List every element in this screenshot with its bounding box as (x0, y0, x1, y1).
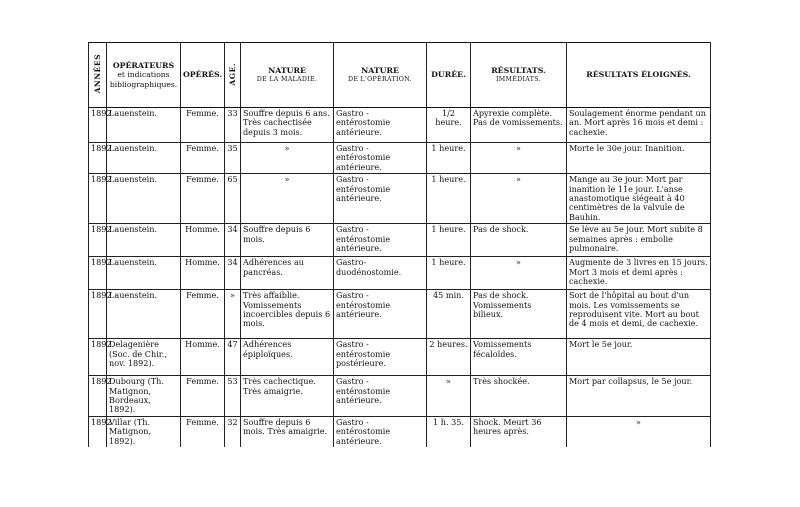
cell-age: 53 (225, 376, 241, 417)
cell-operateur: Dubourg (Th. Matignon, Bordeaux, 1892). (107, 376, 181, 417)
table-row (89, 174, 711, 224)
cell-immediats: » (471, 257, 567, 290)
cell-operation: Gastro - entérostomie antérieure. (334, 376, 427, 417)
cell-operateur: Delagenière (Soc. de Chir., nov. 1892). (107, 339, 181, 376)
cell-operation: Gastro - entérostomie antérieure. (334, 416, 427, 447)
cell-maladie: » (241, 143, 334, 174)
cell-duree: 1/2 heure. (427, 108, 471, 143)
cell-eloignes: Augmente de 3 livres en 15 jours. Mort 3 mois et demi après : cachexie. (567, 257, 711, 290)
cell-age: 47 (225, 339, 241, 376)
cell-immediats: Très shockée. (471, 376, 567, 417)
cell-duree: 45 min. (427, 290, 471, 339)
header-operateurs: OPÉRATEURS et indications bibliographiques. (107, 43, 181, 108)
cell-operes: Femme. (181, 290, 225, 339)
cell-duree: 1 heure. (427, 143, 471, 174)
cell-maladie: » (241, 174, 334, 224)
cell-operateur: Lauenstein. (107, 257, 181, 290)
cell-eloignes: Sort de l'hôpital au bout d'un mois. Les vomissements se reproduisent vite. Mort au bout de 4 mois et demi, de cachexie. (567, 290, 711, 339)
cell-maladie: Très affaiblie. Vomissements incoercibles depuis 6 mois. (241, 290, 334, 339)
header-operes: OPÉRÉS. (181, 43, 225, 108)
cell-operes: Homme. (181, 257, 225, 290)
cell-eloignes: » (567, 416, 711, 447)
table-row (89, 257, 711, 290)
cell-operation: Gastro - entérostomie antérieure. (334, 143, 427, 174)
cell-eloignes: Soulagement énorme pendant un an. Mort après 16 mois et demi : cachexie. (567, 108, 711, 143)
cell-immediats: Pas de shock. (471, 224, 567, 257)
cell-operateur: Villar (Th. Matignon, 1892). (107, 416, 181, 447)
cell-operation: Gastro-duodénostomie. (334, 257, 427, 290)
cell-annee: 1892 (89, 257, 107, 290)
cell-operation: Gastro - entérostomie postérieure. (334, 339, 427, 376)
cell-immediats: » (471, 143, 567, 174)
cell-operes: Femme. (181, 108, 225, 143)
cell-age: » (225, 290, 241, 339)
cell-age: 33 (225, 108, 241, 143)
cell-annee: 1892 (89, 224, 107, 257)
cell-eloignes: Mort le 5e jour. (567, 339, 711, 376)
cell-operation: Gastro - entérostomie antérieure. (334, 108, 427, 143)
table-row (89, 108, 711, 143)
cell-operation: Gastro - entérostomie antérieure. (334, 174, 427, 224)
header-resultats-immediats: RÉSULTATS. IMMÉDIATS. (471, 43, 567, 108)
cell-annee: 1892 (89, 143, 107, 174)
table-row (89, 376, 711, 417)
cell-operation: Gastro - entérostomie antérieure. (334, 290, 427, 339)
cell-annee: 1892 (89, 290, 107, 339)
cell-operes: Homme. (181, 339, 225, 376)
cell-eloignes: Morte le 30e jour. Inanition. (567, 143, 711, 174)
table-row (89, 143, 711, 174)
cell-duree: 1 heure. (427, 174, 471, 224)
header-age: AGE. (225, 43, 241, 108)
cell-operes: Homme. (181, 224, 225, 257)
cell-annee: 1892 (89, 416, 107, 447)
table-row (89, 224, 711, 257)
cell-operateur: Lauenstein. (107, 224, 181, 257)
table-header-row (89, 43, 711, 108)
header-nature-maladie: NATURE DE LA MALADIE. (241, 43, 334, 108)
cell-immediats: Pas de shock. Vomissements bilieux. (471, 290, 567, 339)
cell-immediats: Shock. Meurt 36 heures après. (471, 416, 567, 447)
table-row (89, 339, 711, 376)
cell-age: 34 (225, 224, 241, 257)
cell-duree: 1 h. 35. (427, 416, 471, 447)
cell-operateur: Lauenstein. (107, 174, 181, 224)
table-row (89, 416, 711, 447)
cell-operes: Femme. (181, 174, 225, 224)
cell-age: 35 (225, 143, 241, 174)
cell-operateur: Lauenstein. (107, 290, 181, 339)
cell-duree: 2 heures. (427, 339, 471, 376)
cell-eloignes: Mange au 3e jour. Mort par inanition le 11e jour. L'anse anastomotique siégeait à 40 centimètres de la valvule de Bauhin. (567, 174, 711, 224)
cell-maladie: Souffre depuis 6 ans. Très cachectisée depuis 3 mois. (241, 108, 334, 143)
cell-annee: 1892 (89, 339, 107, 376)
cell-immediats: Apyrexie complète. Pas de vomissements. (471, 108, 567, 143)
header-duree: DURÉE. (427, 43, 471, 108)
cell-age: 34 (225, 257, 241, 290)
cell-maladie: Adhérences au pancréas. (241, 257, 334, 290)
cell-duree: 1 heure. (427, 224, 471, 257)
cell-operes: Femme. (181, 143, 225, 174)
header-nature-operation: NATURE DE L'OPÉRATION. (334, 43, 427, 108)
cell-eloignes: Mort par collapsus, le 5e jour. (567, 376, 711, 417)
cell-annee: 1892 (89, 174, 107, 224)
cell-annee: 1892 (89, 376, 107, 417)
table-row (89, 290, 711, 339)
cell-operes: Femme. (181, 416, 225, 447)
cell-maladie: Souffre depuis 6 mois. (241, 224, 334, 257)
cell-maladie: Adhérences épiploïques. (241, 339, 334, 376)
cell-maladie: Très cachectique. Très amaigrie. (241, 376, 334, 417)
cell-immediats: Vomissements fécaloïdes. (471, 339, 567, 376)
cell-duree: 1 heure. (427, 257, 471, 290)
cell-immediats: » (471, 174, 567, 224)
surgical-results-table (88, 42, 711, 447)
cell-operation: Gastro - entérostomie antérieure. (334, 224, 427, 257)
header-resultats-eloignes: RÉSULTATS ÉLOIGNÉS. (567, 43, 711, 108)
cell-annee: 1892 (89, 108, 107, 143)
cell-age: 32 (225, 416, 241, 447)
cell-operateur: Lauenstein. (107, 143, 181, 174)
cell-operes: Femme. (181, 376, 225, 417)
cell-duree: » (427, 376, 471, 417)
cell-age: 65 (225, 174, 241, 224)
header-annees: ANNÉES (89, 43, 107, 108)
cell-maladie: Souffre depuis 6 mois. Très amaigrie. (241, 416, 334, 447)
cell-eloignes: Se lève au 5e jour. Mort subite 8 semaines après : embolie pulmonaire. (567, 224, 711, 257)
cell-operateur: Lauenstein. (107, 108, 181, 143)
